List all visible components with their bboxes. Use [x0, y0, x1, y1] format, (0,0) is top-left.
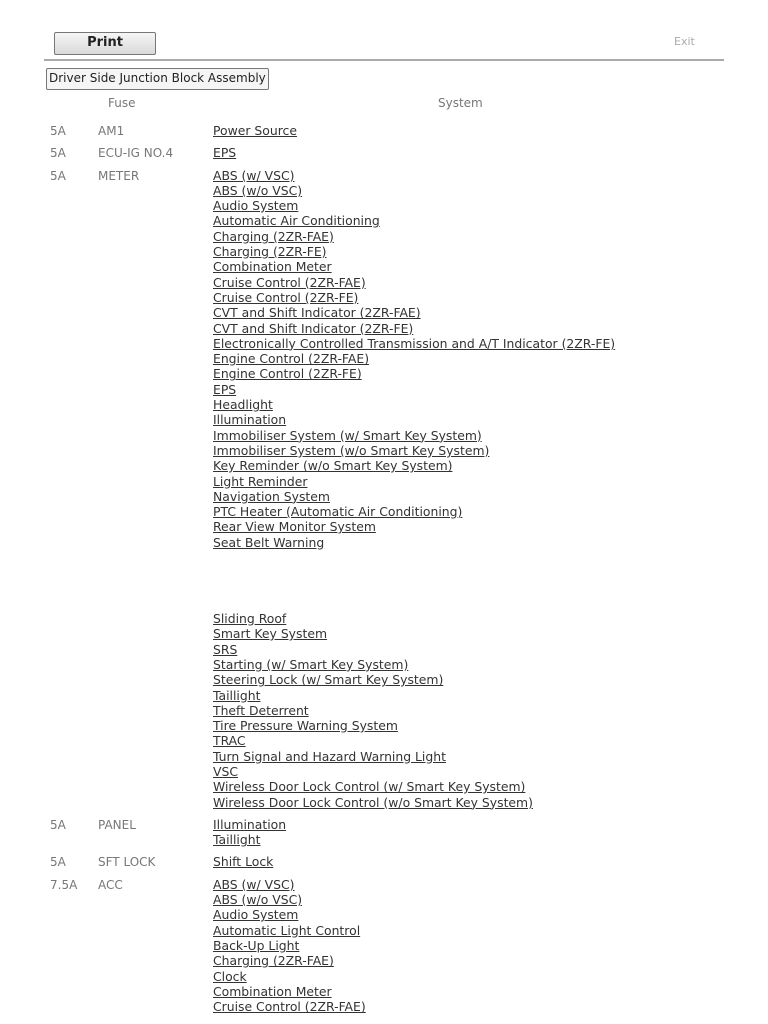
system-link[interactable]: Electronically Controlled Transmission and A/T Indicator (2ZR-FE) [213, 335, 616, 351]
system-link[interactable]: Key Reminder (w/o Smart Key System) [213, 458, 453, 474]
system-link[interactable]: CVT and Shift Indicator (2ZR-FAE) [213, 305, 421, 321]
fuse-name: AM1 [98, 124, 125, 138]
fuse-row [0, 854, 768, 869]
fuse-table [0, 123, 768, 1021]
fuse-amperage: 5A [50, 817, 66, 832]
system-link[interactable]: Light Reminder [213, 473, 308, 489]
system-link[interactable]: ABS (w/o VSC) [213, 892, 303, 908]
fuse-name: ACC [98, 877, 123, 892]
system-link[interactable]: Immobiliser System (w/ Smart Key System) [213, 427, 482, 443]
fuse-name: METER [98, 168, 140, 183]
system-link[interactable]: Combination Meter [213, 259, 332, 275]
system-link[interactable]: Smart Key System [213, 626, 328, 642]
system-link[interactable]: Immobiliser System (w/o Smart Key System) [213, 442, 490, 458]
system-link[interactable]: Seat Belt Warning [213, 534, 325, 550]
system-link[interactable]: Power Source [213, 123, 297, 138]
system-link[interactable]: Engine Control (2ZR-FAE) [213, 351, 370, 367]
fuse-row [0, 877, 768, 1015]
system-links [213, 854, 768, 869]
system-link[interactable]: Charging (2ZR-FAE) [213, 953, 334, 969]
system-link[interactable]: Cruise Control (2ZR-FE) [213, 289, 359, 305]
system-link[interactable]: Wireless Door Lock Control (w/o Smart Key System) [213, 794, 533, 810]
header-divider [44, 59, 724, 61]
system-links [213, 123, 768, 138]
system-link[interactable]: Illumination [213, 816, 287, 832]
system-link[interactable]: Combination Meter [213, 983, 332, 999]
system-link[interactable]: EPS [213, 145, 237, 161]
fuse-row [0, 168, 768, 810]
system-link[interactable]: Wireless Door Lock Control (w/ Smart Key System) [213, 779, 526, 795]
system-link[interactable]: Audio System [213, 907, 299, 923]
system-link[interactable]: SRS [213, 641, 238, 657]
system-link[interactable]: Automatic Light Control [213, 922, 361, 938]
system-link[interactable]: Taillight [213, 832, 261, 848]
fuse-amperage: 5A [50, 124, 66, 138]
system-link[interactable]: Theft Deterrent [213, 702, 309, 718]
system-link[interactable]: ABS (w/o VSC) [213, 182, 303, 198]
page-break-gap [0, 550, 768, 611]
system-link[interactable]: Clock [213, 968, 247, 984]
system-link[interactable]: ABS (w/ VSC) [213, 167, 295, 183]
fuse-amperage: 5A [50, 168, 66, 183]
fuse-amperage: 5A [50, 146, 66, 161]
system-link[interactable]: Starting (w/ Smart Key System) [213, 656, 409, 672]
exit-link[interactable]: Exit [674, 35, 695, 48]
system-link[interactable]: Charging (2ZR-FAE) [213, 228, 334, 244]
system-link[interactable]: PTC Heater (Automatic Air Conditioning) [213, 504, 463, 520]
system-link[interactable]: Shift Lock [213, 854, 274, 870]
system-link[interactable]: CVT and Shift Indicator (2ZR-FE) [213, 320, 414, 336]
system-link[interactable]: Automatic Air Conditioning [213, 213, 380, 229]
system-links [213, 168, 768, 550]
system-link[interactable]: Engine Control (2ZR-FE) [213, 366, 362, 382]
system-link[interactable]: Cruise Control (2ZR-FAE) [213, 999, 366, 1015]
system-link[interactable]: Illumination [213, 412, 287, 428]
fuse-name: SFT LOCK [98, 855, 156, 870]
system-column-header: System [438, 96, 483, 110]
system-link[interactable]: Audio System [213, 198, 299, 214]
fuse-name: PANEL [98, 817, 136, 832]
fuse-row [0, 123, 768, 138]
fuse-name: ECU-IG NO.4 [98, 146, 174, 161]
system-link[interactable]: Headlight [213, 397, 273, 413]
system-links [213, 611, 768, 810]
system-link[interactable]: Charging (2ZR-FE) [213, 244, 327, 260]
system-link[interactable]: Steering Lock (w/ Smart Key System) [213, 672, 444, 688]
system-link[interactable]: Navigation System [213, 488, 330, 504]
system-links [213, 817, 768, 848]
system-link[interactable]: VSC [213, 763, 238, 779]
system-link[interactable]: Back-Up Light [213, 937, 300, 953]
fuse-row [0, 817, 768, 848]
system-link[interactable]: Tire Pressure Warning System [213, 718, 398, 734]
system-link[interactable]: Turn Signal and Hazard Warning Light [213, 748, 446, 764]
system-link[interactable]: Rear View Monitor System [213, 519, 376, 535]
print-button[interactable]: Print [54, 32, 156, 55]
system-link[interactable]: EPS [213, 381, 237, 397]
system-links [213, 877, 768, 1015]
system-link[interactable]: Taillight [213, 687, 261, 703]
system-links [213, 145, 768, 160]
system-link[interactable]: Cruise Control (2ZR-FAE) [213, 274, 366, 290]
system-link[interactable]: Sliding Roof [213, 611, 287, 627]
fuse-column-header: Fuse [108, 96, 136, 110]
fuse-amperage: 7.5A [50, 877, 78, 892]
junction-block-title-button[interactable]: Driver Side Junction Block Assembly [46, 68, 269, 90]
fuse-row [0, 145, 768, 160]
fuse-amperage: 5A [50, 855, 66, 870]
system-link[interactable]: ABS (w/ VSC) [213, 876, 295, 892]
system-link[interactable]: TRAC [213, 733, 246, 749]
toolbar [0, 0, 768, 62]
